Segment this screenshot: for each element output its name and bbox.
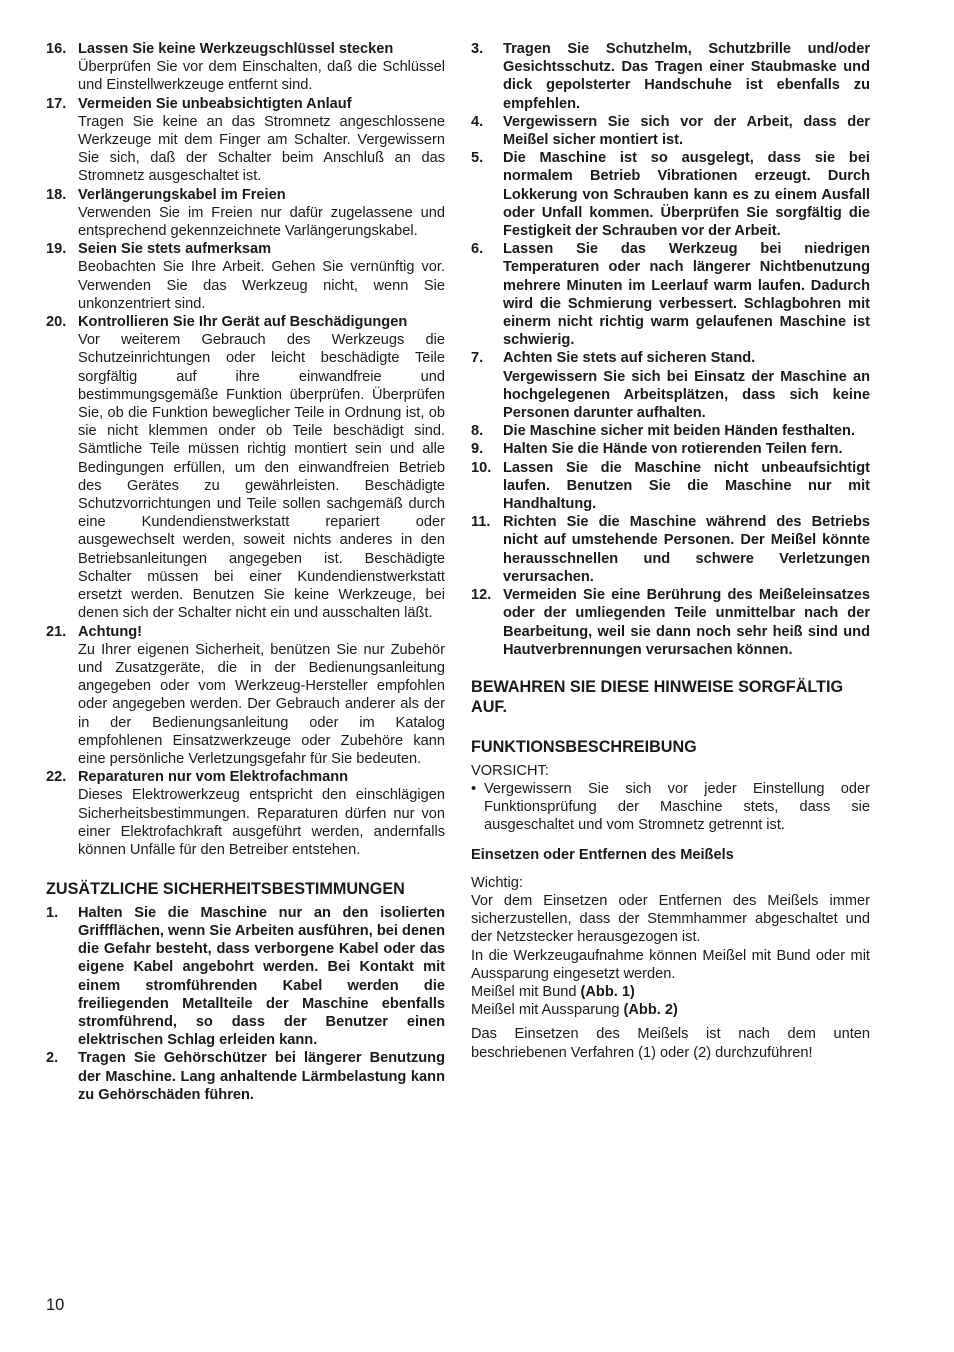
item-text: Zu Ihrer eigenen Sicherheit, benützen Sie nur Zubehör und Zusatzgeräte, die in der Bedienungsanleitung angegeben oder vom Werkzeug-Hersteller empfohlen oder angegeben werden. Der Gebrauch anderer als der in der Bedienungsanleitung oder im Katalog empfohlenen Einsatzwerkzeuge oder Zubehöre kann eine persönliche Verletzungsgefahr für Sie bedeuten. xyxy=(78,641,445,767)
figure-1-line xyxy=(471,983,870,1001)
item-text: Lassen Sie das Werkzeug bei niedrigen Temperaturen oder nach längerer Nichtbenutzung mehrere Minuten im Leerlauf warm laufen. Dadurch wird die Schmierung verbessert. Schlagbohren mit einerm nicht richtig warm gelaufenen Maschine ist schwierig. xyxy=(503,241,870,349)
figure-2-ref: (Abb. 2) xyxy=(623,1002,678,1019)
item-number: 22. xyxy=(46,769,67,786)
item-number: 8. xyxy=(471,423,484,440)
item-title: Seien Sie stets aufmerksam xyxy=(78,241,272,258)
figure-1-text: Meißel mit Bund xyxy=(471,983,581,1000)
item-text: Überprüfen Sie vor dem Einschalten, daß die Schlüssel und Einstellwerkzeuge entfernt sind. xyxy=(78,59,445,94)
item-body xyxy=(503,349,870,422)
important-label: Wichtig: xyxy=(471,874,523,891)
item-text-continued: Vergewissern Sie sich bei Einsatz der Maschine an hochgelegenen Arbeitsplätzen, dass sich keine Personen darunter aufhalten. xyxy=(503,368,870,422)
item-body xyxy=(78,240,445,313)
item-number: 9. xyxy=(471,441,484,458)
item-text: Tragen Sie keine an das Stromnetz angeschlossene Werkzeuge mit dem Finger am Schalter. Vergewissern Sie sich, daß der Schalter beim Anschluß an das Stromnetz ausgeschaltet ist. xyxy=(78,113,445,185)
item-number: 12. xyxy=(471,587,492,604)
additional-safety-item xyxy=(471,440,870,458)
item-text: Vor weiterem Gebrauch des Werkzeugs die Schutzeinrichtungen oder leicht beschädigte Teile sorgfältig auf ihre einwandfreie und bestimmungsgemäße Funktion überprüfen. Überprüfen Sie, ob die Funktion beweglicher Teile in Ordnung ist, ob sie nicht klemmen onder ob Teile beschädigt sind. Sämtliche Teile müssen richtig montiert sein und alle Bedingungen erfüllen, um den einwandfreien Betrieb des Gerätes zu gewährleisten. Beschädigte Schutzvorrichtungen und Teile sollen sachgemäß durch eine Kundendienstwerkstatt repariert oder ausgewechselt werden, soweit nichts anderes in den Betriebsanleitungen angegeben ist. Beschädigte Schalter müssen bei einer Kundendienstwerkstatt ersetzt werden. Benutzen Sie keine Werkzeuge, bei denen sich der Schalter nicht ein und ausschalten läßt. xyxy=(78,332,445,622)
item-text: Richten Sie die Maschine während des Betriebs nicht auf umstehende Personen. Der Meißel könnte herausschnellen und schwere Verletzungen verursachen. xyxy=(503,514,870,585)
item-number: 7. xyxy=(471,350,484,367)
item-text: Vergewissern Sie sich vor der Arbeit, dass der Meißel sicher montiert ist. xyxy=(503,113,870,149)
item-body xyxy=(503,40,870,113)
item-body xyxy=(78,186,445,241)
safety-rule-item xyxy=(46,313,445,622)
additional-safety-item xyxy=(46,1049,445,1104)
important-text: Vor dem Einsetzen oder Entfernen des Meißels immer sicherzustellen, dass der Stemmhammer abgeschaltet und der Netzstecker herausgezogen ist. xyxy=(471,892,870,946)
item-number: 5. xyxy=(471,150,484,167)
item-text: Vermeiden Sie eine Berührung des Meißeleinsatzes oder der umliegenden Teile unmittelbar nach der Bearbeitung, weil sie dann noch sehr heiß sind und Hautverbrennungen verursachen können. xyxy=(503,587,870,658)
additional-safety-item xyxy=(46,904,445,1050)
additional-safety-list xyxy=(46,904,445,1104)
item-number: 4. xyxy=(471,113,484,130)
item-body xyxy=(503,513,870,586)
item-text: Halten Sie die Maschine nur an den isolierten Griffflächen, wenn Sie Arbeiten ausführen, bei denen die Gefahr besteht, dass verborgene Kabel oder das eigene Kabel angebohrt werden. Bei Kontakt mit einem stromführenden Kabel werden die freiliegenden Metallteile der Maschine ebenfalls stromführend, so dass der Benutzer einen elektrischen Schlag erleiden kann. xyxy=(78,904,445,1049)
item-number: 3. xyxy=(471,41,484,57)
item-number: 20. xyxy=(46,314,67,331)
item-title: Reparaturen nur vom Elektrofachmann xyxy=(78,769,349,786)
item-text: Verwenden Sie im Freien nur dafür zugelassene und entsprechend gekennzeichnete Varlängerungskabel. xyxy=(78,204,445,240)
item-title: Kontrollieren Sie Ihr Gerät auf Beschädigungen xyxy=(78,314,408,331)
item-number: 2. xyxy=(46,1050,59,1067)
item-number: 1. xyxy=(46,904,59,921)
caution-bullet xyxy=(471,780,870,835)
item-text: Lassen Sie die Maschine nicht unbeaufsichtigt laufen. Benutzen Sie die Maschine nur mit Handhaltung. xyxy=(503,459,870,513)
item-number: 21. xyxy=(46,623,67,640)
safety-rule-item xyxy=(46,240,445,313)
additional-safety-item xyxy=(471,586,870,659)
figure-1-ref: (Abb. 1) xyxy=(580,983,635,1000)
procedure-paragraph: Das Einsetzen des Meißels ist nach dem unten beschriebenen Verfahren (1) oder (2) durchzuführen! xyxy=(471,1026,870,1061)
item-body xyxy=(78,40,445,95)
bullet-icon: • xyxy=(471,780,477,797)
item-body xyxy=(503,440,870,458)
safety-rule-item xyxy=(46,40,445,95)
item-text: Die Maschine ist so ausgelegt, dass sie bei normalem Betrieb Vibrationen erzeugt. Durch Lokkerung von Schrauben kann es zu einem Ausfall oder Unfall kommen. Überprüfen Sie sorgfältig die Festigkeit der Schrauben vor der Arbeit. xyxy=(503,150,870,240)
safety-rule-item xyxy=(46,186,445,241)
item-body xyxy=(78,95,445,186)
item-number: 17. xyxy=(46,95,67,112)
safety-rule-item xyxy=(46,768,445,859)
item-body xyxy=(78,768,445,859)
item-title: Vermeiden Sie unbeabsichtigten Anlauf xyxy=(78,95,352,112)
safety-rules-list xyxy=(46,40,445,859)
additional-safety-item xyxy=(471,513,870,586)
item-body xyxy=(78,623,445,769)
item-text: Tragen Sie Gehörschützer bei längerer Benutzung der Maschine. Lang anhaltende Lärmbelastung kann zu Gehörschäden führen. xyxy=(78,1050,445,1103)
item-body xyxy=(503,149,870,240)
additional-safety-list-continued xyxy=(471,40,870,659)
functional-description-heading: FUNKTIONSBESCHREIBUNG xyxy=(471,738,697,757)
item-title: Lassen Sie keine Werkzeugschlüssel stecken xyxy=(78,41,394,57)
additional-safety-item xyxy=(471,40,870,113)
insert-remove-heading: Einsetzen oder Entfernen des Meißels xyxy=(471,846,734,863)
caution-text: Vergewissern Sie sich vor jeder Einstellung oder Funktionsprüfung der Maschine stets, dass sie ausgeschaltet und vom Stromnetz getrennt ist. xyxy=(484,780,870,834)
keep-instructions-heading: BEWAHREN SIE DIESE HINWEISE SORGFÄLTIG AUF. xyxy=(471,677,844,716)
item-number: 11. xyxy=(471,514,491,531)
tool-holder-paragraph: In die Werkzeugaufnahme können Meißel mit Bund oder mit Aussparung eingesetzt werden. xyxy=(471,947,870,982)
item-body xyxy=(503,240,870,349)
item-number: 18. xyxy=(46,186,67,203)
additional-safety-item xyxy=(471,349,870,422)
additional-safety-heading: ZUSÄTZLICHE SICHERHEITSBESTIMMUNGEN xyxy=(46,880,405,899)
right-column xyxy=(471,40,870,1062)
additional-safety-item xyxy=(471,422,870,440)
item-body xyxy=(503,422,870,440)
additional-safety-item xyxy=(471,459,870,514)
safety-rule-item xyxy=(46,95,445,186)
item-text: Achten Sie stets auf sicheren Stand. xyxy=(503,350,756,367)
safety-rule-item xyxy=(46,623,445,769)
item-title: Achtung! xyxy=(78,623,143,640)
item-text: Dieses Elektrowerkzeug entspricht den einschlägigen Sicherheitsbestimmungen. Reparaturen dürfen nur von einer Elektrofachkraft ausgeführt werden, andernfalls können Unfälle für den Betreiber entstehen. xyxy=(78,787,445,858)
caution-label: VORSICHT: xyxy=(471,762,549,779)
item-number: 10. xyxy=(471,459,492,476)
page-number: 10 xyxy=(46,1296,65,1314)
item-body xyxy=(78,313,445,622)
item-body xyxy=(503,459,870,514)
item-text: Beobachten Sie Ihre Arbeit. Gehen Sie vernünftig vor. Verwenden Sie das Werkzeug nicht, wenn Sie unkonzentriert sind. xyxy=(78,259,445,312)
item-number: 6. xyxy=(471,241,484,258)
item-body xyxy=(503,586,870,659)
item-text: Halten Sie die Hände von rotierenden Teilen fern. xyxy=(503,441,843,458)
additional-safety-item xyxy=(471,149,870,240)
left-column xyxy=(46,40,445,1104)
item-number: 16. xyxy=(46,41,67,57)
item-title: Verlängerungskabel im Freien xyxy=(78,186,286,203)
figure-2-line xyxy=(471,1001,870,1019)
item-number: 19. xyxy=(46,241,67,258)
figure-2-text: Meißel mit Aussparung xyxy=(471,1002,624,1019)
item-text: Tragen Sie Schutzhelm, Schutzbrille und/oder Gesichtsschutz. Das Tragen einer Staubmaske und dick gepolsterter Handschuhe ist ebenfalls zu empfehlen. xyxy=(503,41,870,112)
additional-safety-item xyxy=(471,240,870,349)
item-text: Die Maschine sicher mit beiden Händen festhalten. xyxy=(503,423,855,440)
item-body xyxy=(503,113,870,149)
additional-safety-item xyxy=(471,113,870,149)
